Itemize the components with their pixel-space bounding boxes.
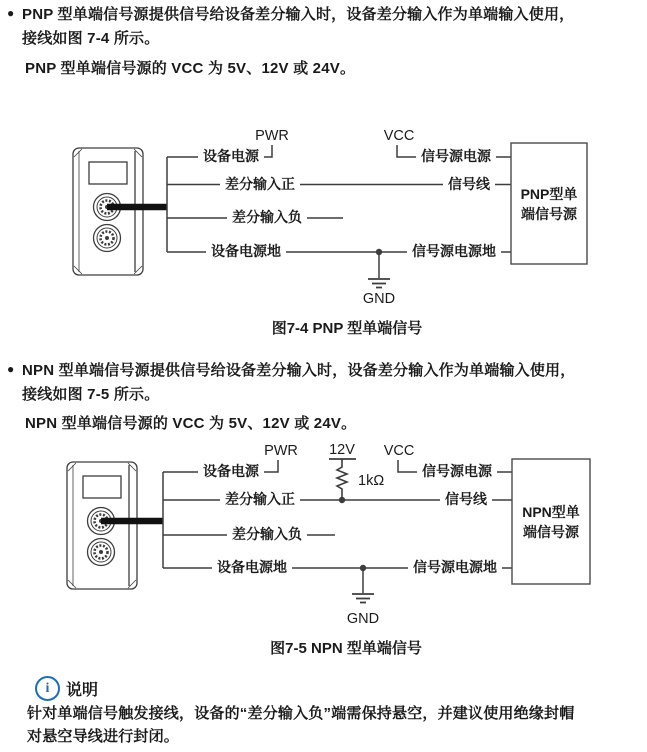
npn-diff-input-pos-label: 差分输入正: [220, 491, 300, 508]
npn-gnd-label: GND: [344, 611, 382, 627]
pnp-device-power-ground-label: 设备电源地: [206, 243, 286, 260]
pnp-source-box-line2: 端信号源: [521, 205, 577, 222]
note-body-line2: 对悬空导线进行封闭。: [27, 728, 180, 745]
npn-pwr-label: PWR: [261, 443, 301, 459]
bullet-npn: ●: [7, 362, 15, 376]
note-title: 说明: [66, 682, 99, 699]
pnp-source-power-label: 信号源电源: [416, 148, 496, 165]
pnp-signal-wire-label: 信号线: [443, 176, 495, 193]
pnp-gnd-label: GND: [360, 291, 398, 307]
pnp-source-power-ground-label: 信号源电源地: [407, 243, 501, 260]
npn-device-power-ground-label: 设备电源地: [212, 559, 292, 576]
info-icon-glyph: i: [45, 680, 50, 696]
npn-intro-line2: 接线如图 7-5 所示。: [22, 386, 160, 403]
npn-source-box-line2: 端信号源: [523, 523, 579, 540]
npn-source-power-ground-label: 信号源电源地: [408, 559, 502, 576]
npn-source-box-label: [512, 459, 590, 584]
figure-7-4-caption: 图7-4 PNP 型单端信号: [271, 320, 423, 337]
npn-device-power-label: 设备电源: [198, 463, 264, 480]
note-body-line1: 针对单端信号触发接线，设备的“差分输入负”端需保持悬空，并建议使用绝缘封帽: [27, 705, 575, 722]
pnp-intro-line1: PNP 型单端信号源提供信号给设备差分输入时，设备差分输入作为单端输入使用，: [22, 6, 575, 23]
npn-resistor-label: 1kΩ: [355, 473, 387, 489]
pnp-source-box-line1: PNP型单: [520, 185, 578, 202]
npn-device-icon: [67, 462, 163, 589]
pnp-device-power-label: 设备电源: [198, 148, 264, 165]
npn-diff-input-neg-label: 差分输入负: [227, 526, 307, 543]
pnp-source-box-label: [511, 143, 587, 264]
npn-intro-line1: NPN 型单端信号源提供信号给设备差分输入时，设备差分输入作为单端输入使用，: [22, 362, 576, 379]
pnp-pwr-label: PWR: [252, 128, 292, 144]
figure-7-5-caption: 图7-5 NPN 型单端信号: [270, 640, 422, 657]
npn-vcc-label: VCC: [381, 443, 418, 459]
pnp-device-icon: [73, 148, 167, 275]
info-icon: [35, 676, 60, 701]
pnp-intro-line2: 接线如图 7-4 所示。: [22, 30, 160, 47]
npn-source-box-line1: NPN型单: [522, 503, 580, 520]
pnp-diff-input-neg-label: 差分输入负: [227, 209, 307, 226]
pnp-vcc-line: PNP 型单端信号源的 VCC 为 5V、12V 或 24V。: [25, 60, 356, 77]
pnp-vcc-label: VCC: [381, 128, 418, 144]
npn-source-power-label: 信号源电源: [417, 463, 497, 480]
bullet-pnp: ●: [7, 6, 15, 20]
pnp-diff-input-pos-label: 差分输入正: [220, 176, 300, 193]
npn-signal-wire-label: 信号线: [440, 491, 492, 508]
npn-vcc-line: NPN 型单端信号源的 VCC 为 5V、12V 或 24V。: [25, 415, 357, 432]
npn-supply-resistor: [329, 459, 356, 503]
npn-12v-label: 12V: [326, 442, 358, 458]
